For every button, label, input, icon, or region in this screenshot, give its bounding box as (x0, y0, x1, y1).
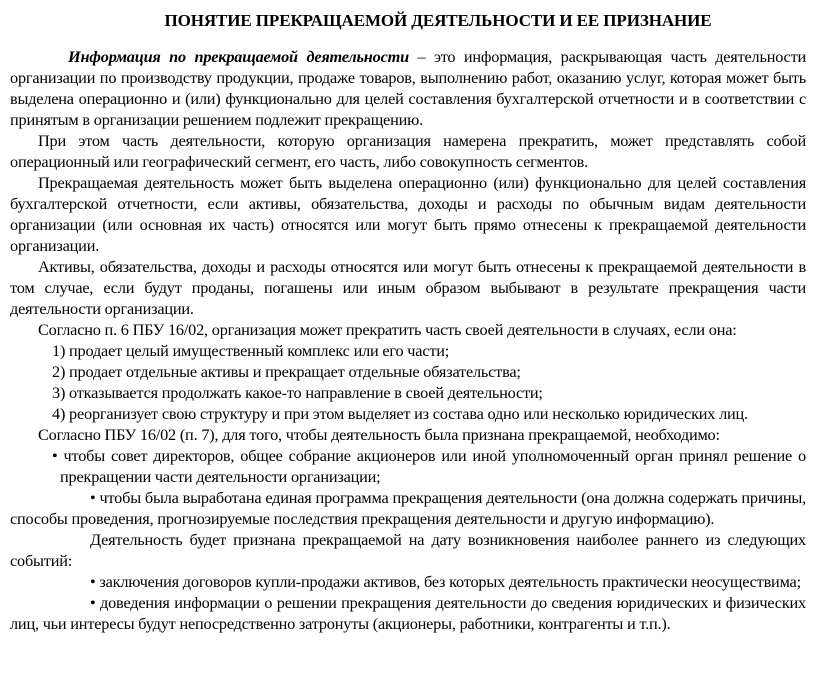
case-item: 1) продает целый имущественный комплекс или его части; (52, 341, 450, 360)
case-item: 4) реорганизует свою структуру и при этом выделяет из состава одно или несколько юридических лиц. (52, 404, 748, 423)
case-item: 3) отказывается продолжать какое-то направление в своей деятельности; (52, 383, 543, 402)
recognition-intro: Согласно ПБУ 16/02 (п. 7), для того, чтобы деятельность была признана прекращаемой, необходимо: (38, 425, 720, 444)
page-title: ПОНЯТИЕ ПРЕКРАЩАЕМОЙ ДЕЯТЕЛЬНОСТИ И ЕЕ ПРИЗНАНИЕ (164, 11, 712, 30)
definition-paragraph (10, 46, 806, 130)
document-body (10, 46, 806, 634)
case-item: 2) продает отдельные активы и прекращает отдельные обязательства; (52, 362, 521, 381)
condition-item: • чтобы была выработана единая программа прекращения деятельности (она должна содержать причины, способы проведения, прогнозируемые последствия прекращения деятельности и другую информацию). (10, 488, 806, 528)
paragraph-segments: При этом часть деятельности, которую организация намерена прекратить, может представлять собой операционный или географический сегмент, его часть, либо совокупность сегментов. (10, 131, 806, 171)
condition-item: • чтобы совет директоров, общее собрание акционеров или иной уполномоченный орган принял решение о прекращении части деятельности организации; (52, 446, 806, 486)
date-intro: Деятельность будет признана прекращаемой на дату возникновения наиболее раннего из следующих событий: (10, 530, 806, 570)
paragraph-assets: Активы, обязательства, доходы и расходы относятся или могут быть отнесены к прекращаемой деятельности в том случае, если будут проданы, погашены или иным образом выбывают в результате прекращения части деятельности организации. (10, 257, 806, 318)
definition-text: – это информация, раскрывающая часть деятельности организации по производству продукции, продаже товаров, выполнению работ, оказанию услуг, которая может быть выделена операционно и (или) функционально для целей составления бухгалтерской отчетности и в соответствии с принятым в организации решением подлежит прекращению. (10, 47, 807, 129)
event-item: • доведения информации о решении прекращения деятельности до сведения юридических и физических лиц, чьи интересы будут непосредственно затронуты (акционеры, работники, контрагенты и т.п.). (10, 593, 806, 633)
event-item: • заключения договоров купли-продажи активов, без которых деятельность практически неосуществима; (90, 572, 801, 591)
paragraph-pbu-6: Согласно п. 6 ПБУ 16/02, организация может прекратить часть своей деятельности в случаях, если она: (38, 320, 737, 339)
paragraph-separation: Прекращаемая деятельность может быть выделена операционно (или) функционально для целей составления бухгалтерской отчетности, если активы, обязательства, доходы и расходы по обычным видам деятельности организации (или основная их часть) относятся или могут быть прямо отнесены к прекращаемой деятельности организации. (10, 173, 806, 255)
definition-term: Информация по прекращаемой деятельности (68, 47, 409, 66)
